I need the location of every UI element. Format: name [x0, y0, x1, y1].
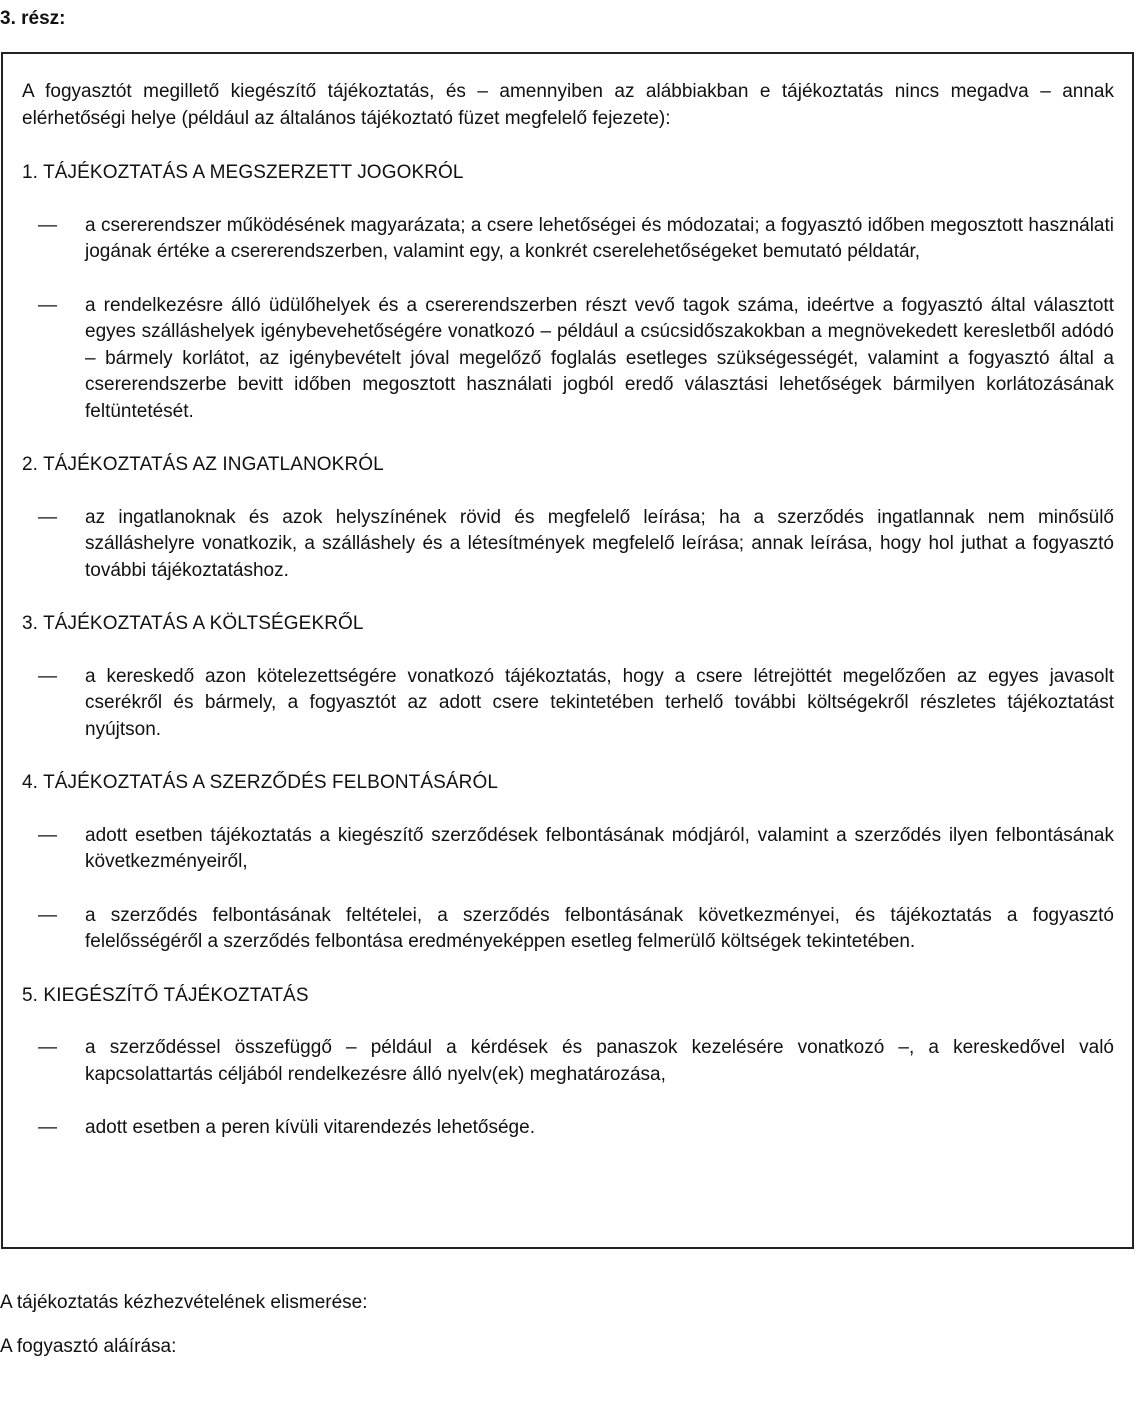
list-item — [22, 823, 1114, 876]
list-item-text: a szerződés felbontásának feltételei, a szerződés felbontásának következményei, és tájékoztatás a fogyasztó felelősségéről a szerződés felbontása eredményeképpen esetleg felmerülő költségek tekintetében. — [85, 904, 1114, 952]
list-item-text: a szerződéssel összefüggő – például a kérdések és panaszok kezelésére vonatkozó –, a kereskedővel való kapcsolattartás céljából rendelkezésre álló nyelv(ek) meghatározása, — [85, 1037, 1114, 1085]
dash-marker: — — [38, 1037, 57, 1058]
part-title: 3. rész: — [0, 8, 66, 29]
information-box — [1, 52, 1134, 1249]
section-heading: 4. TÁJÉKOZTATÁS A SZERZŐDÉS FELBONTÁSÁRÓL — [22, 772, 499, 793]
list-item — [22, 505, 1114, 585]
dash-marker: — — [38, 904, 57, 926]
dash-marker: — — [38, 1117, 57, 1138]
dash-marker: — — [38, 506, 57, 528]
list-item-text: az ingatlanoknak és azok helyszínének rövid és megfelelő leírása; ha a szerződés ingatlannak nem minősülő szálláshelyre vonatkozik, a szálláshely és a létesítmények megfelelő leírása; annak leírása, hogy hol juthat a fogyasztó további tájékoztatáshoz. — [85, 506, 1114, 581]
section-costs — [22, 611, 1114, 743]
signature-line: A fogyasztó aláírása: — [0, 1336, 177, 1357]
section-heading: 3. TÁJÉKOZTATÁS A KÖLTSÉGEKRŐL — [22, 613, 364, 634]
section-termination — [22, 770, 1114, 956]
acknowledgement-line: A tájékoztatás kézhezvételének elismerése: — [0, 1292, 368, 1313]
list-item — [22, 293, 1114, 426]
list-item — [22, 1115, 1114, 1142]
dash-marker: — — [38, 665, 57, 687]
section-additional — [22, 983, 1114, 1142]
information-box-content — [22, 79, 1114, 1169]
list-item — [22, 1035, 1114, 1088]
list-item-text: adott esetben a peren kívüli vitarendezés lehetősége. — [85, 1117, 535, 1138]
list-item — [22, 903, 1114, 956]
list-item — [22, 664, 1114, 744]
section-heading: 2. TÁJÉKOZTATÁS AZ INGATLANOKRÓL — [22, 454, 384, 475]
section-heading: 1. TÁJÉKOZTATÁS A MEGSZERZETT JOGOKRÓL — [22, 162, 464, 183]
dash-marker: — — [38, 824, 57, 846]
intro-paragraph: A fogyasztót megillető kiegészítő tájékoztatás, és – amennyiben az alábbiakban e tájékoztatás nincs megadva – annak elérhetőségi helye (például az általános tájékoztató füzet megfelelő fejezete): — [22, 81, 1114, 129]
list-item-text: a csererendszer működésének magyarázata; a csere lehetőségei és módozatai; a fogyasztó időben megosztott használati jogának értéke a csererendszerben, valamint egy, a konkrét cserelehetőségeket bemutató példatár, — [85, 214, 1114, 262]
dash-marker: — — [38, 294, 57, 316]
list-item-text: a kereskedő azon kötelezettségére vonatkozó tájékoztatás, hogy a csere létrejöttét megelőzően az egyes javasolt cserékről és bármely, a fogyasztót az adott csere tekintetében terhelő további költségekről részletes tájékoztatást nyújtson. — [85, 665, 1114, 740]
dash-marker: — — [38, 214, 57, 236]
section-heading: 5. KIEGÉSZÍTŐ TÁJÉKOZTATÁS — [22, 984, 309, 1006]
list-item-text: a rendelkezésre álló üdülőhelyek és a csererendszerben részt vevő tagok száma, ideértve a fogyasztó által választott egyes szálláshelyek igénybevehetőségére vonatkozó – például a csúcsidőszakokban a megnövekedett keresletből adódó – bármely korlátot, az igénybevételt jóval megelőző foglalás esetleges szükségességét, valamint a fogyasztó által a csererendszerbe bevitt időben megosztott használati jogból eredő választási lehetőségek bármilyen korlátozásának feltüntetését. — [85, 294, 1114, 422]
list-item — [22, 213, 1114, 266]
section-properties — [22, 452, 1114, 584]
section-rights — [22, 160, 1114, 425]
list-item-text: adott esetben tájékoztatás a kiegészítő szerződések felbontásának módjáról, valamint a szerződés ilyen felbontásának következményeiről, — [85, 824, 1114, 872]
